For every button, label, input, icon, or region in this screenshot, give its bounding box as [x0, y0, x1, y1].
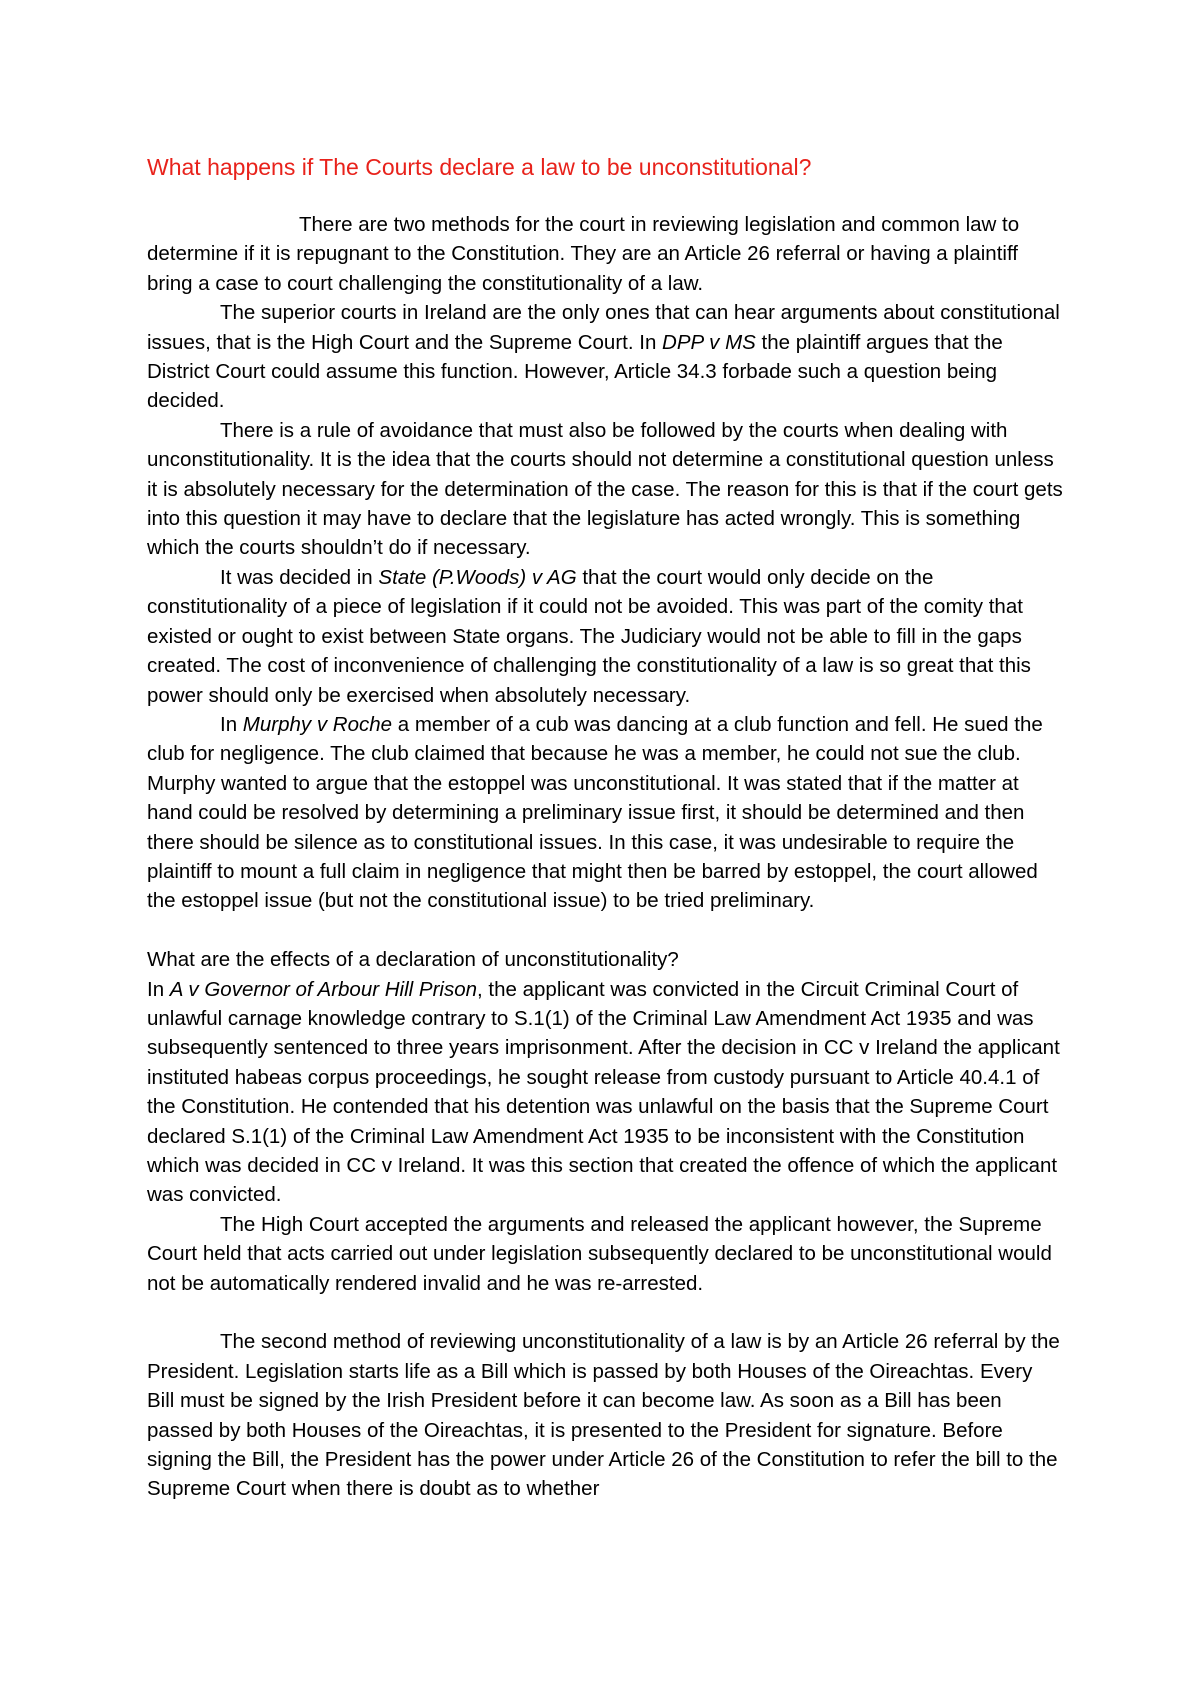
- paragraph-two-methods: There are two methods for the court in reviewing legislation and common law to determine if it is repugnant to the Constitution. They are an Article 26 referral or having a plaintiff bring a case to court challenging the constitutionality of a law.: [147, 213, 1020, 295]
- paragraph-murphy-v-roche: [147, 710, 1063, 916]
- case-name-dpp-v-ms: DPP v MS: [662, 330, 756, 354]
- paragraph-text: , the applicant was convicted in the Circuit Criminal Court of unlawful carnage knowledge contrary to S.1(1) of the Criminal Law Amendment Act 1935 and was subsequently sentenced to three years imprisonment. After the decision in CC v Ireland the applicant instituted habeas corpus proceedings, he sought release from custody pursuant to Article 40.4.1 of the Constitution. He contended that his detention was unlawful on the basis that the Supreme Court declared S.1(1) of the Criminal Law Amendment Act 1935 to be inconsistent with the Constitution which was decided in CC v Ireland. It was this section that created the offence of which the applicant was convicted.: [147, 977, 1060, 1207]
- section-subheading: What are the effects of a declaration of unconstitutionality?: [147, 948, 679, 972]
- paragraph-text: In: [147, 977, 170, 1001]
- case-name-murphy-v-roche: Murphy v Roche: [242, 712, 393, 736]
- paragraph-superior-courts: [147, 298, 1063, 416]
- paragraph-text: the plaintiff argues that the District Court could assume this function. However, Article 34.3 forbade such a question being decided.: [147, 330, 1003, 413]
- case-name-arbour-hill: A v Governor of Arbour Hill Prison: [169, 977, 478, 1001]
- paragraph-text: In: [220, 712, 243, 736]
- paragraph-text: The superior courts in Ireland are the only ones that can hear arguments about constitutional issues, that is the High Court and the Supreme Court. In: [147, 301, 1060, 354]
- document-body: [147, 152, 1063, 1504]
- paragraph-article-26-referral: The second method of reviewing unconstitutionality of a law is by an Article 26 referral by the President. Legislation starts life as a Bill which is passed by both Houses of the Oireachtas. Every Bill must be signed by the Irish President before it can become law. As soon as a Bill has been passed by both Houses of the Oireachtas, it is presented to the President for signature. Before signing the Bill, the President has the power under Article 26 of the Constitution to refer the bill to the Supreme Court when there is doubt as to whether: [147, 1330, 1060, 1501]
- paragraph-text: It was decided in: [220, 565, 379, 589]
- paragraph-high-court-accepted: The High Court accepted the arguments and released the applicant however, the Supreme Court held that acts carried out under legislation subsequently declared to be unconstitutional would not be automatically rendered invalid and he was re-arrested.: [147, 1212, 1052, 1295]
- paragraph-text: that the court would only decide on the constitutionality of a piece of legislation if it could not be avoided. This was part of the comity that existed or ought to exist between State organs. The Judiciary would not be able to fill in the gaps created. The cost of inconvenience of challenging the constitutionality of a law is so great that this power should only be exercised when absolutely necessary.: [147, 565, 1031, 707]
- blank-line: [147, 916, 1063, 945]
- paragraph-state-woods: [147, 563, 1063, 710]
- blank-line: [147, 1298, 1063, 1327]
- paragraph-rule-of-avoidance: There is a rule of avoidance that must also be followed by the courts when dealing with unconstitutionality. It is the idea that the courts should not determine a constitutional question unless it is absolutely necessary for the determination of the case. The reason for this is that if the court gets into this question it may have to declare that the legislature has acted wrongly. This is something which the courts shouldn’t do if necessary.: [147, 418, 1063, 560]
- paragraph-arbour-hill: [147, 975, 1063, 1210]
- paragraph-text: a member of a cub was dancing at a club function and fell. He sued the club for negligence. The club claimed that because he was a member, he could not sue the club. Murphy wanted to argue that the estoppel was unconstitutional. It was stated that if the matter at hand could be resolved by determining a preliminary issue first, it should be determined and then there should be silence as to constitutional issues. In this case, it was undesirable to require the plaintiff to mount a full claim in negligence that might then be barred by estoppel, the court allowed the estoppel issue (but not the constitutional issue) to be tried preliminary.: [147, 712, 1043, 913]
- page-title: What happens if The Courts declare a law to be unconstitutional?: [147, 154, 812, 180]
- case-name-state-woods-v-ag: State (P.Woods) v AG: [378, 565, 577, 589]
